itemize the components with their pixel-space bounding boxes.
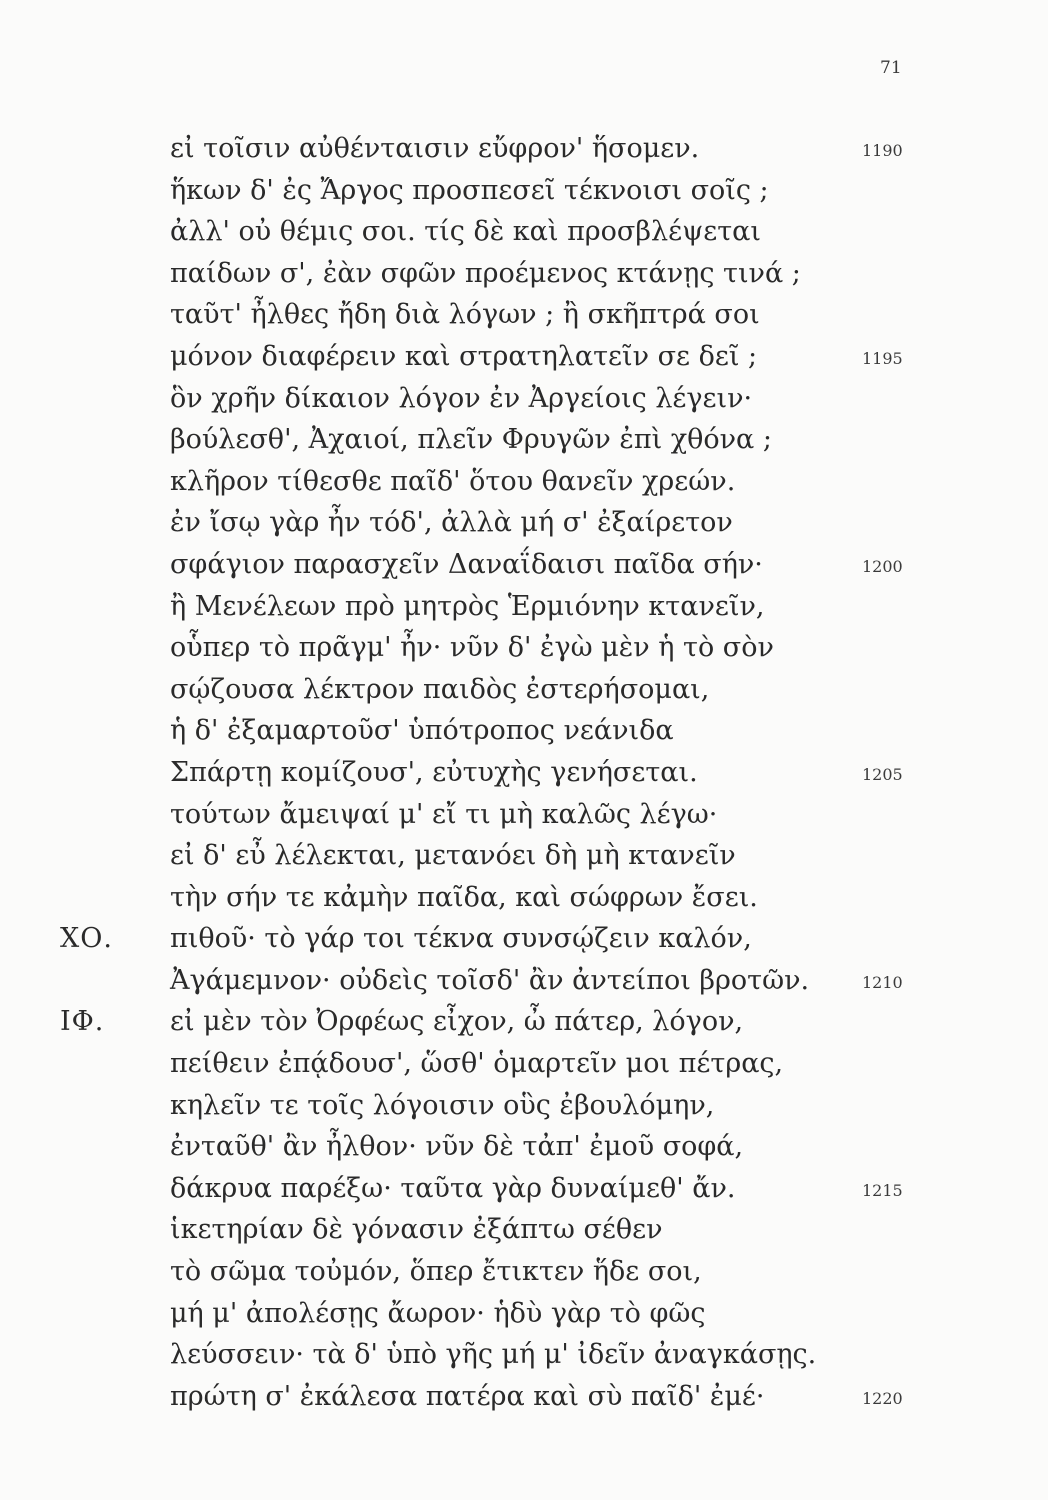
verse-line (0, 211, 1048, 253)
verse-text: εἰ μὲν τὸν Ὀρφέως εἶχον, ὦ πάτερ, λόγον, (170, 1006, 744, 1038)
verse-line (0, 1334, 1048, 1376)
verse-text: τὴν σήν τε κἀμὴν παῖδα, καὶ σώφρων ἔσει. (170, 881, 758, 913)
verse-text: ἀλλ' οὐ θέμις σοι. τίς δὲ καὶ προσβλέψεται (170, 216, 761, 248)
verse-text: πείθειν ἐπᾴδουσ', ὥσθ' ὁμαρτεῖν μοι πέτρας, (170, 1048, 784, 1080)
verse-line (0, 128, 1048, 170)
verse-text: πρώτη σ' ἐκάλεσα πατέρα καὶ σὺ παῖδ' ἐμέ· (170, 1380, 765, 1412)
line-number: 1205 (862, 764, 903, 784)
speaker-label: ΙΦ. (60, 1006, 105, 1038)
verse-line (0, 461, 1048, 503)
verse-line (0, 1085, 1048, 1127)
verse-text: λεύσσειν· τὰ δ' ὑπὸ γῆς μή μ' ἰδεῖν ἀναγκάσῃς. (170, 1339, 817, 1371)
page-number: 71 (880, 58, 902, 78)
verse-line (0, 627, 1048, 669)
verse-text: ὃν χρῆν δίκαιον λόγον ἐν Ἀργείοις λέγειν· (170, 382, 753, 414)
verse-line (0, 253, 1048, 295)
line-number: 1200 (862, 556, 903, 576)
verse-line (0, 1001, 1048, 1043)
verse-text: εἰ δ' εὖ λέλεκται, μετανόει δὴ μὴ κτανεῖν (170, 840, 736, 872)
verse-text: ἥκων δ' ἐς Ἄργος προσπεσεῖ τέκνοισι σοῖς ; (170, 174, 769, 206)
verse-line (0, 170, 1048, 212)
verse-line (0, 1293, 1048, 1335)
verse-text: δάκρυα παρέξω· ταῦτα γὰρ δυναίμεθ' ἄν. (170, 1172, 736, 1204)
speaker-label: ΧΟ. (60, 923, 113, 955)
verse-line (0, 1209, 1048, 1251)
verse-text: τὸ σῶμα τοὐμόν, ὅπερ ἔτικτεν ἥδε σοι, (170, 1256, 702, 1288)
verse-text: βούλεσθ', Ἀχαιοί, πλεῖν Φρυγῶν ἐπὶ χθόνα ; (170, 424, 772, 456)
verse-text: Σπάρτῃ κομίζουσ', εὐτυχὴς γενήσεται. (170, 756, 698, 788)
verse-line (0, 960, 1048, 1002)
verse-line (0, 294, 1048, 336)
verse-text: ἡ δ' ἐξαμαρτοῦσ' ὑπότροπος νεάνιδα (170, 715, 674, 747)
verse-line (0, 835, 1048, 877)
verse-text: κηλεῖν τε τοῖς λόγοισιν οὓς ἐβουλόμην, (170, 1089, 715, 1121)
verse-text: ταῦτ' ἦλθες ἤδη διὰ λόγων ; ἢ σκῆπτρά σοι (170, 299, 760, 331)
line-number: 1210 (862, 972, 903, 992)
verse-block (0, 128, 1048, 1417)
verse-text: τούτων ἄμειψαί μ' εἴ τι μὴ καλῶς λέγω· (170, 798, 718, 830)
verse-line (0, 1251, 1048, 1293)
verse-line (0, 752, 1048, 794)
verse-text: οὗπερ τὸ πρᾶγμ' ἦν· νῦν δ' ἐγὼ μὲν ἡ τὸ σὸν (170, 632, 774, 664)
verse-text: παίδων σ', ἐὰν σφῶν προέμενος κτάνῃς τινά ; (170, 257, 801, 289)
line-number: 1215 (862, 1180, 903, 1200)
verse-line (0, 1376, 1048, 1418)
verse-text: σφάγιον παρασχεῖν Δαναΐδαισι παῖδα σήν· (170, 548, 763, 580)
verse-line (0, 336, 1048, 378)
verse-line (0, 1168, 1048, 1210)
verse-line (0, 794, 1048, 836)
verse-line (0, 877, 1048, 919)
verse-text: κλῆρον τίθεσθε παῖδ' ὅτου θανεῖν χρεών. (170, 465, 736, 497)
line-number: 1190 (862, 141, 903, 160)
line-number: 1220 (862, 1388, 903, 1408)
verse-line (0, 586, 1048, 628)
verse-text: Ἀγάμεμνον· οὐδεὶς τοῖσδ' ἂν ἀντείποι βροτῶν. (170, 964, 810, 996)
verse-line (0, 710, 1048, 752)
verse-line (0, 918, 1048, 960)
verse-text: ἐν ἴσῳ γὰρ ἦν τόδ', ἀλλὰ μή σ' ἐξαίρετον (170, 507, 733, 539)
verse-text: εἰ τοῖσιν αὐθένταισιν εὔφρον' ἥσομεν. (170, 133, 700, 164)
verse-line (0, 1043, 1048, 1085)
verse-line (0, 378, 1048, 420)
verse-text: ἐνταῦθ' ἂν ἦλθον· νῦν δὲ τἀπ' ἐμοῦ σοφά, (170, 1131, 744, 1163)
verse-text: σῴζουσα λέκτρον παιδὸς ἐστερήσομαι, (170, 673, 710, 705)
verse-line (0, 1126, 1048, 1168)
verse-line (0, 544, 1048, 586)
verse-text: μή μ' ἀπολέσῃς ἄωρον· ἡδὺ γὰρ τὸ φῶς (170, 1297, 706, 1329)
line-number: 1195 (862, 348, 903, 368)
verse-line (0, 669, 1048, 711)
verse-line (0, 419, 1048, 461)
verse-text: ἢ Μενέλεων πρὸ μητρὸς Ἑρμιόνην κτανεῖν, (170, 590, 765, 622)
verse-text: ἱκετηρίαν δὲ γόνασιν ἐξάπτω σέθεν (170, 1214, 663, 1246)
verse-text: μόνον διαφέρειν καὶ στρατηλατεῖν σε δεῖ ; (170, 340, 758, 372)
verse-text: πιθοῦ· τὸ γάρ τοι τέκνα συνσῴζειν καλόν, (170, 923, 752, 955)
verse-line (0, 502, 1048, 544)
